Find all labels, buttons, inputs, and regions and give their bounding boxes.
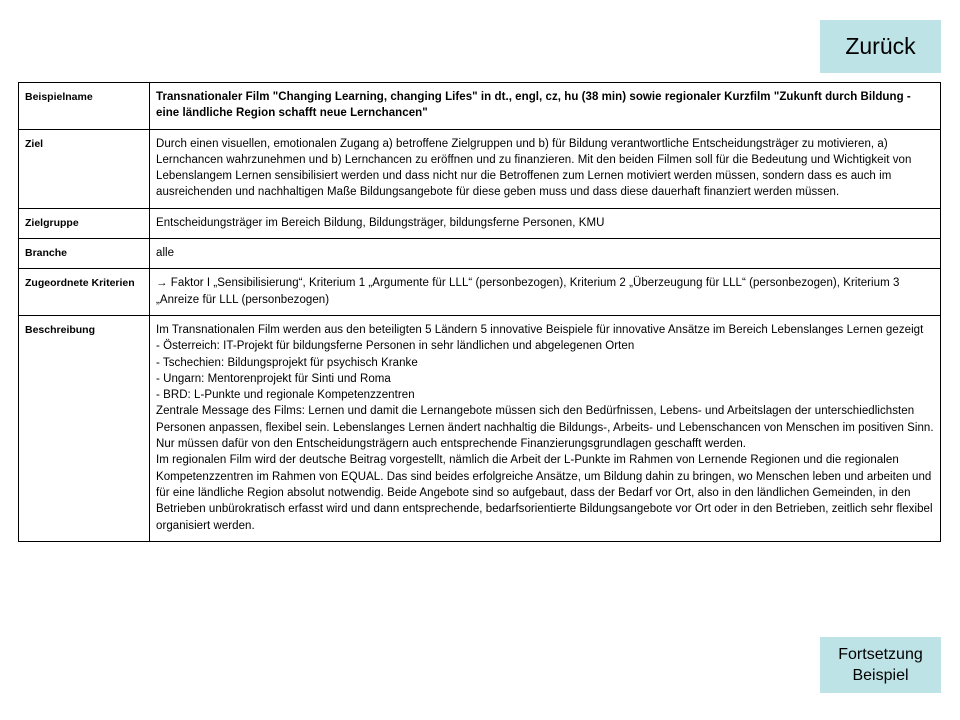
back-button-label: Zurück [845, 33, 916, 59]
row-value-criteria: → Faktor I „Sensibilisierung“, Kriterium 1 „Argumente für LLL“ (personbezogen), Kriterium 2 „Überzeugung für LLL“ (personbezogen), Kriterium 3 „Anreize für LLL (personbezogen) [150, 269, 941, 316]
continue-label-line1: Fortsetzung [838, 646, 923, 663]
row-label-description: Beschreibung [19, 315, 150, 541]
continue-example-button[interactable] [820, 637, 941, 693]
row-value-industry: alle [150, 239, 941, 269]
description-item-austria: - Österreich: IT-Projekt für bildungsferne Personen in sehr ländlichen und abgelegenen Orten [156, 340, 635, 353]
row-label-example-name: Beispielname [19, 83, 150, 130]
row-value-target-group: Entscheidungsträger im Bereich Bildung, Bildungsträger, bildungsferne Personen, KMU [150, 208, 941, 238]
table-row [19, 208, 941, 238]
description-regional-film: Im regionalen Film wird der deutsche Beitrag vorgestellt, nämlich die Arbeit der L-Punkte im Rahmen von Lernende Regionen und die regionalen Kompetenzzentren im Rahmen von EQUAL. Das sind beides erfolgreiche Ansätze, um Bildung dahin zu bringen, wo Menschen leben und arbeiten und für eine ländliche Region absolut notwendig. Beide Angebote sind so aufgebaut, dass der Bedarf vor Ort, also in den ländlichen Gemeinden, in den Betrieben unbürokratisch erfasst wird und dann entsprechende, bedarfsorientierte Bildungsangebote vor Ort oder in den Betrieben, zeitlich sehr flexibel organisiert werden. [156, 454, 933, 532]
table-row [19, 129, 941, 208]
table-row [19, 239, 941, 269]
table-row [19, 315, 941, 541]
continue-label-line2: Beispiel [852, 667, 909, 684]
table-row [19, 83, 941, 130]
description-item-czechia: - Tschechien: Bildungsprojekt für psychisch Kranke [156, 356, 418, 369]
row-value-example-name: Transnationaler Film "Changing Learning, changing Lifes" in dt., engl, cz, hu (38 min) sowie regionaler Kurzfilm "Zukunft durch Bildung - eine ländliche Region schafft neue Lernchancen" [150, 83, 941, 130]
row-value-description [150, 315, 941, 541]
row-label-target-group: Zielgruppe [19, 208, 150, 238]
description-item-germany: - BRD: L-Punkte und regionale Kompetenzzentren [156, 389, 415, 402]
row-label-criteria: Zugeordnete Kriterien [19, 269, 150, 316]
row-value-goal: Durch einen visuellen, emotionalen Zugang a) betroffene Zielgruppen und b) für Bildung verantwortliche Entscheidungsträger zu motivieren, a) Lernchancen wahrzunehmen und b) Lernchancen zu eröffnen und zu finanzieren. Mit den beiden Filmen soll für die Bedeutung und Wichtigkeit von Lebenslangem Lernen sensibilisiert werden und dass nicht nur die Betroffenen zum Lernen motiviert werden müssen, sondern dass es auch im ausreichenden und nachhaltigen Maße Bildungsangebote für diese geben muss und dass diese dauerhaft finanziert werden müssen. [150, 129, 941, 208]
back-button[interactable] [820, 20, 941, 73]
table-row [19, 269, 941, 316]
description-intro: Im Transnationalen Film werden aus den beteiligten 5 Ländern 5 innovative Beispiele für innovative Ansätze im Bereich Lebenslanges Lernen gezeigt [156, 323, 924, 336]
example-info-table [18, 82, 941, 542]
description-central-message: Zentrale Message des Films: Lernen und damit die Lernangebote müssen sich den Bedürfnissen, Lebens- und Arbeitslagen der unterschiedlichsten Personen anpassen, flexibel sein. Lebenslanges Lernen ändert nachhaltig die Bildungs-, Arbeits- und Lebenschancen von Menschen im positiven Sinn. Nur müssen dafür von den Entscheidungsträgern auch entsprechende Finanzierungsgrundlagen geschafft werden. [156, 405, 934, 451]
row-label-goal: Ziel [19, 129, 150, 208]
row-label-industry: Branche [19, 239, 150, 269]
description-item-hungary: - Ungarn: Mentorenprojekt für Sinti und Roma [156, 372, 391, 385]
